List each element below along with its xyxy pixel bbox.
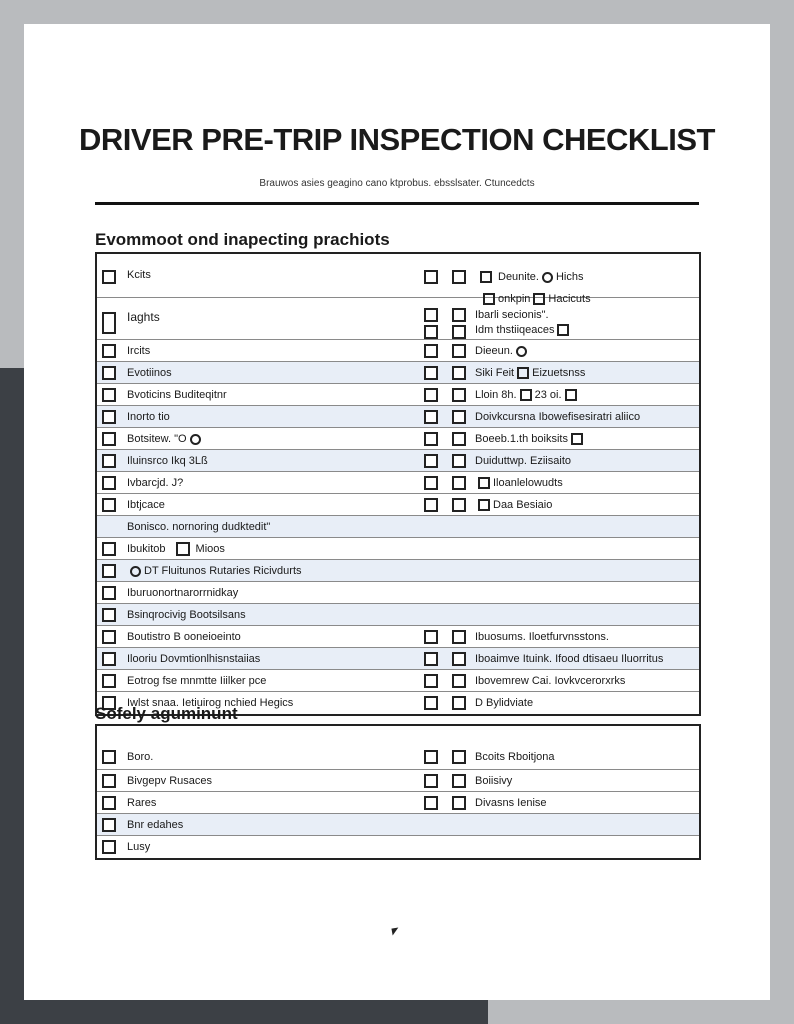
item-label: Duiduttwp. Eziisaito: [475, 455, 571, 467]
item-label: Divasns Ienise: [475, 797, 547, 809]
item-label: Siki Feit Eizuetsnss: [475, 367, 586, 379]
table-row: [97, 384, 699, 406]
table-row: [97, 428, 699, 450]
item-label: D Bylidviate: [475, 697, 534, 709]
checkbox[interactable]: [520, 389, 532, 401]
checkbox[interactable]: [102, 608, 116, 622]
checkbox[interactable]: [424, 750, 438, 764]
checkbox[interactable]: [452, 476, 466, 490]
item-label: Ivbarcjd. J?: [127, 477, 184, 489]
checkbox[interactable]: [424, 774, 438, 788]
item-label: Inorto tio: [127, 411, 170, 423]
checkbox[interactable]: [424, 410, 438, 424]
item-label: Lusy: [127, 841, 151, 853]
checkbox[interactable]: [452, 774, 466, 788]
checkbox[interactable]: [424, 388, 438, 402]
title-divider: [95, 202, 699, 205]
item-label: Eotrog fse mnmtte Iiilker pce: [127, 675, 267, 687]
item-label: Dieeun.: [475, 344, 530, 358]
item-label: Ibuosums. Iloetfurvnsstons.: [475, 631, 609, 643]
table-row: [97, 792, 699, 814]
checkbox[interactable]: [102, 270, 116, 284]
checkbox[interactable]: [565, 389, 577, 401]
checkbox[interactable]: [452, 270, 466, 284]
checkbox[interactable]: [424, 652, 438, 666]
item-label: Iaghts: [127, 310, 160, 324]
item-label: Ilooriu Dovmtionlhisnstaiias: [127, 653, 261, 665]
checkbox[interactable]: [102, 498, 116, 512]
table-row: [97, 450, 699, 472]
item-label: Lloin 8h. 23 oi.: [475, 388, 580, 402]
table-row: [97, 560, 699, 582]
checkbox[interactable]: [102, 652, 116, 666]
checkbox[interactable]: [102, 674, 116, 688]
item-label: Iboaimve Ituink. Ifood dtisaeu Iluorritus: [475, 653, 664, 665]
background-dark-strip: [0, 1000, 488, 1024]
checkbox[interactable]: [452, 750, 466, 764]
table-row: [97, 770, 699, 792]
background-dark-panel: [0, 368, 24, 1024]
item-label: Ibovemrew Cai. Iovkvcerorxrks: [475, 675, 626, 687]
checkbox[interactable]: [452, 410, 466, 424]
item-label: Ircits: [127, 345, 151, 357]
item-label: onkpin Hacicuts: [480, 292, 591, 306]
checkbox[interactable]: [102, 344, 116, 358]
table-row: [97, 836, 699, 858]
checkbox[interactable]: [102, 410, 116, 424]
table-row: [97, 582, 699, 604]
radio-circle-icon[interactable]: [516, 346, 527, 357]
checkbox[interactable]: [452, 696, 466, 710]
checkbox[interactable]: [452, 498, 466, 512]
checkbox[interactable]: [452, 344, 466, 358]
checkbox[interactable]: [483, 293, 495, 305]
item-label: Iwlst snaa. Ietiuirog nchied Hegics: [127, 697, 294, 709]
item-label: Bonisco. nornoring dudktedit": [127, 521, 271, 533]
checklist-page: [24, 24, 770, 1000]
checkbox[interactable]: [102, 388, 116, 402]
item-label: Idm thstiiqeaces: [475, 323, 572, 337]
item-label: Iloanlelowudts: [475, 476, 563, 490]
item-label: Ibarli secionis".: [475, 309, 549, 321]
checkbox[interactable]: [571, 433, 583, 445]
checkbox[interactable]: [452, 388, 466, 402]
table-row: [97, 293, 699, 340]
checkbox[interactable]: [452, 796, 466, 810]
table-row: [97, 472, 699, 494]
checkbox[interactable]: [517, 367, 529, 379]
checkbox[interactable]: [557, 324, 569, 336]
checkbox[interactable]: [478, 477, 490, 489]
table-row: [97, 726, 699, 770]
checkbox[interactable]: [102, 586, 116, 600]
checkbox[interactable]: [424, 630, 438, 644]
table-row: [97, 340, 699, 362]
item-label: Bnr edahes: [127, 819, 184, 831]
checkbox[interactable]: [452, 366, 466, 380]
checkbox[interactable]: [424, 454, 438, 468]
item-label: Iluinsrco Ikq 3Lß: [127, 455, 208, 467]
item-label: Bsinqrocivig Bootsilsans: [127, 609, 246, 621]
checkbox[interactable]: [102, 750, 116, 764]
item-label: Ibukitob Mioos: [127, 543, 225, 555]
item-label: Bcoits Rboitjona: [475, 751, 555, 763]
section-heading-safety: Sofely aguminunt: [95, 704, 238, 723]
inspection-table: [95, 252, 701, 716]
checkbox[interactable]: [452, 325, 466, 339]
section-heading-inspection: Evommoot ond inapecting prachiots: [95, 230, 390, 249]
item-label: Boiisivy: [475, 775, 513, 787]
safety-table: [95, 724, 701, 860]
checkbox[interactable]: [102, 454, 116, 468]
item-label: Daa Besiaio: [475, 498, 552, 512]
checkbox[interactable]: [452, 454, 466, 468]
checkbox[interactable]: [424, 432, 438, 446]
checkbox[interactable]: [452, 308, 466, 322]
item-label: Rares: [127, 797, 157, 809]
item-label: Ibtjcace: [127, 499, 165, 511]
table-row: [97, 516, 699, 538]
item-label: Doivkcursna Ibowefisesiratri aliico: [475, 411, 641, 423]
checkbox[interactable]: [424, 796, 438, 810]
checkbox[interactable]: [424, 498, 438, 512]
item-label: Boutistro B ooneioeinto: [127, 631, 241, 643]
checkbox[interactable]: [176, 542, 190, 556]
checkbox[interactable]: [424, 366, 438, 380]
checkbox[interactable]: [424, 270, 438, 284]
item-label: Kcits: [127, 269, 151, 281]
item-label: Iburuonortnarorrnidkay: [127, 587, 239, 599]
checkbox[interactable]: [533, 293, 545, 305]
checkbox[interactable]: [424, 674, 438, 688]
checkbox[interactable]: [452, 674, 466, 688]
checkbox[interactable]: [452, 630, 466, 644]
checkbox[interactable]: [102, 796, 116, 810]
checkbox[interactable]: [478, 499, 490, 511]
checkbox[interactable]: [452, 652, 466, 666]
table-row: [97, 494, 699, 516]
table-row: [97, 538, 699, 560]
checkbox[interactable]: [102, 542, 116, 556]
checkbox[interactable]: [424, 344, 438, 358]
radio-circle-icon[interactable]: [190, 434, 201, 445]
table-row: [97, 626, 699, 648]
page-subtitle: Brauwos asies geagino cano ktprobus. ebsslsater. Ctuncedcts: [259, 178, 535, 189]
checkbox[interactable]: [102, 312, 116, 334]
item-label: Boeeb.1.th boiksits: [475, 432, 586, 446]
item-label: Bivgepv Rusaces: [127, 775, 212, 787]
radio-circle-icon[interactable]: [130, 566, 141, 577]
item-label: Deunite. Hichs: [498, 271, 584, 283]
checkbox[interactable]: [102, 564, 116, 578]
checkbox[interactable]: [102, 840, 116, 854]
checkbox[interactable]: [102, 774, 116, 788]
table-row: [97, 362, 699, 384]
pen-mark-icon: [391, 927, 399, 935]
item-label: Botsitew. "O: [127, 432, 204, 446]
checkbox[interactable]: [424, 325, 438, 339]
item-label: Evotiinos: [127, 367, 172, 379]
radio-circle-icon[interactable]: [542, 272, 553, 283]
table-row: [97, 604, 699, 626]
checkbox[interactable]: [102, 366, 116, 380]
item-label: Bvoticins Buditeqitnr: [127, 389, 227, 401]
checkbox[interactable]: [102, 818, 116, 832]
table-row: [97, 814, 699, 836]
checkbox[interactable]: [424, 696, 438, 710]
table-row: [97, 254, 699, 298]
checkbox[interactable]: [452, 432, 466, 446]
checkbox[interactable]: [424, 308, 438, 322]
checkbox[interactable]: [102, 476, 116, 490]
checkbox[interactable]: [424, 476, 438, 490]
page-title: DRIVER PRE-TRIP INSPECTION CHECKLIST: [79, 122, 715, 157]
table-row: [97, 670, 699, 692]
checkbox[interactable]: [480, 271, 492, 283]
checkbox[interactable]: [102, 432, 116, 446]
item-label: Boro.: [127, 751, 154, 763]
table-row: [97, 648, 699, 670]
table-row: [97, 406, 699, 428]
checkbox[interactable]: [102, 630, 116, 644]
item-label: DT Fluitunos Rutaries Ricivdurts: [127, 564, 302, 578]
